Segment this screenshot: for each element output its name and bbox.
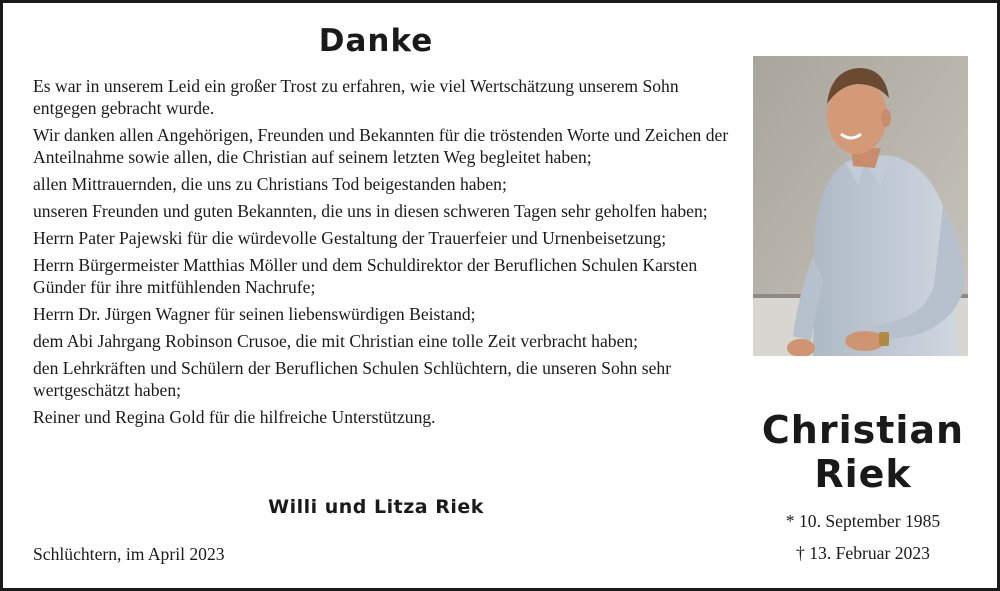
last-name: Riek [814,452,912,496]
body-paragraph: Herrn Dr. Jürgen Wagner für seinen liebenswürdigen Beistand; [33,304,476,324]
body-paragraph: allen Mittrauernden, die uns zu Christians Tod beigestanden haben; [33,174,507,194]
body-paragraph: Herrn Bürgermeister Matthias Möller und dem Schuldirektor der Beruflichen Schulen Karsten Günder für ihre mitfühlenden Nachrufe; [33,255,698,297]
signature: Willi und Litza Riek [268,496,484,518]
birth-date: * 10. September 1985 [785,511,941,531]
death-date: † 13. Februar 2023 [796,543,930,563]
place-date: Schlüchtern, im April 2023 [33,544,225,564]
body-paragraph: den Lehrkräften und Schülern der Beruflichen Schulen Schlüchtern, die unseren Sohn sehr wertgeschätzt haben; [33,358,672,400]
portrait-photo [753,56,968,356]
body-paragraph: Es war in unserem Leid ein großer Trost zu erfahren, wie viel Wertschätzung unserem Sohn entgegen gebracht wurde. [33,76,679,118]
first-name: Christian [761,408,965,452]
body-paragraph: unseren Freunden und guten Bekannten, die uns in diesen schweren Tagen sehr geholfen haben; [33,201,708,221]
body-paragraph: dem Abi Jahrgang Robinson Crusoe, die mit Christian eine tolle Zeit verbracht haben; [33,331,639,351]
body-paragraph: Reiner und Regina Gold für die hilfreiche Unterstützung. [33,407,436,427]
life-dates [748,511,978,575]
notice-title: Danke [318,23,434,59]
deceased-name [748,408,978,496]
body-paragraph: Herrn Pater Pajewski für die würdevolle Gestaltung der Trauerfeier und Urnenbeisetzung; [33,228,667,248]
notice-body [33,75,733,433]
body-paragraph: Wir danken allen Angehörigen, Freunden und Bekannten für die tröstenden Worte und Zeichen der Anteilnahme sowie allen, die Christian auf seinem letzten Weg begleitet haben; [33,125,729,167]
